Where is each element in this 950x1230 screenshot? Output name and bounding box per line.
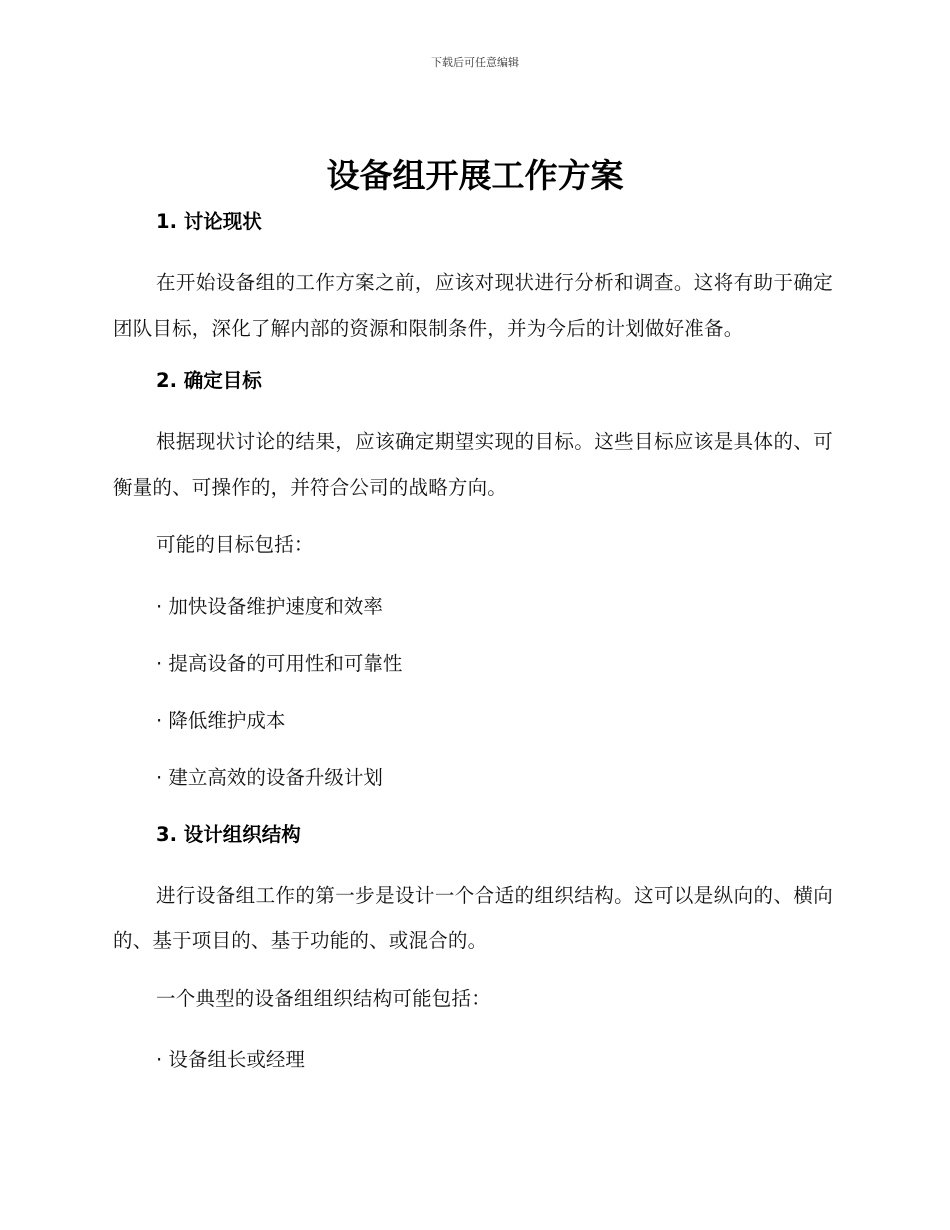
section-heading-2: 2. 确定目标	[156, 369, 262, 392]
section-heading-3: 3. 设计组织结构	[156, 822, 301, 846]
section-2-paragraph-1: 根据现状讨论的结果，应该确定期望实现的目标。这些目标应该是具体的、可衡量的、可操作的，并符合公司的战略方向。	[113, 430, 833, 499]
document-body	[113, 204, 833, 1078]
list-item: · 设备组长或经理	[156, 1048, 305, 1071]
section-heading-1: 1. 讨论现状	[156, 210, 262, 233]
section-2-paragraph-2: 可能的目标包括：	[156, 533, 314, 556]
list-item: · 加快设备维护速度和效率	[156, 594, 383, 618]
section-3-paragraph-1: 进行设备组工作的第一步是设计一个合适的组织结构。这可以是纵向的、横向的、基于项目的、基于功能的、或混合的。	[113, 883, 833, 952]
list-item: · 建立高效的设备升级计划	[156, 765, 383, 789]
document-title: 设备组开展工作方案	[326, 156, 624, 195]
list-item: · 降低维护成本	[156, 708, 286, 732]
list-item: · 提高设备的可用性和可靠性	[156, 651, 403, 675]
header-note: 下载后可任意编辑	[431, 56, 519, 69]
section-1-paragraph-1: 在开始设备组的工作方案之前，应该对现状进行分析和调查。这将有助于确定团队目标，深化了解内部的资源和限制条件，并为今后的计划做好准备。	[113, 271, 833, 340]
section-3-paragraph-2: 一个典型的设备组组织结构可能包括：	[156, 986, 491, 1010]
